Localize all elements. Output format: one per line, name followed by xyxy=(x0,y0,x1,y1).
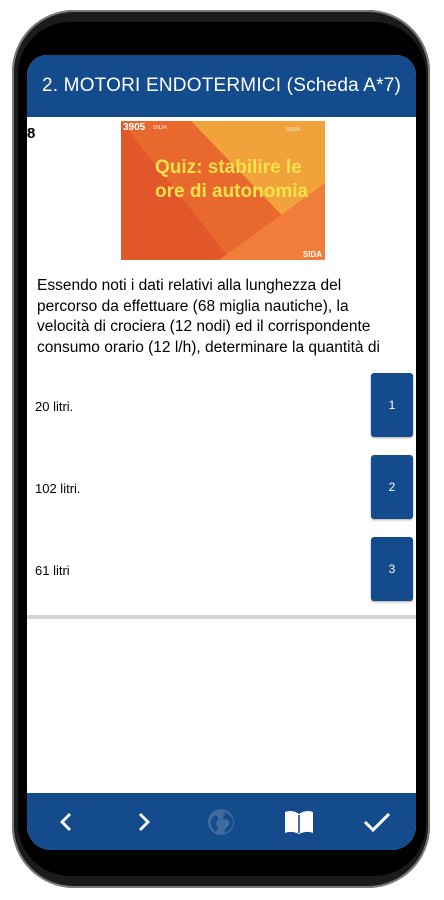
image-code: 3905 xyxy=(123,122,146,133)
image-logo: SIDA xyxy=(153,125,168,131)
check-icon[interactable] xyxy=(357,802,397,842)
answer-row xyxy=(27,373,416,439)
page-title: 2. MOTORI ENDOTERMICI (Scheda A*7) xyxy=(27,55,416,117)
answer-1-button[interactable]: 1 xyxy=(371,373,413,437)
answer-row xyxy=(27,455,416,521)
image-logo: SIDA xyxy=(286,127,301,133)
question-text: Essendo noti i dati relativi alla lunghezza del percorso da effettuare (68 miglia nautiche), la velocità di crociera (12 nodi) ed il corrispondente consumo orario (12 l/h), determinare la quantità di xyxy=(37,277,380,356)
image-title: Quiz: stabilire le ore di autonomia xyxy=(155,157,309,202)
chevron-right-icon[interactable] xyxy=(124,802,164,842)
image-brand: SIDA xyxy=(302,250,322,259)
bottom-toolbar xyxy=(27,793,416,850)
answer-text: 102 litri. xyxy=(35,480,81,496)
answer-text: 20 litri. xyxy=(35,398,74,414)
quiz-image xyxy=(121,121,325,260)
book-icon[interactable] xyxy=(279,802,319,842)
answer-2-button[interactable]: 2 xyxy=(371,455,413,519)
question-number: 8 xyxy=(27,125,36,142)
globe-icon xyxy=(201,802,241,842)
app-screen xyxy=(27,55,416,850)
answer-row xyxy=(27,537,416,603)
answer-3-button[interactable]: 3 xyxy=(371,537,413,601)
chevron-left-icon[interactable] xyxy=(46,802,86,842)
answer-text: 61 litri xyxy=(35,562,70,578)
divider xyxy=(27,615,416,619)
